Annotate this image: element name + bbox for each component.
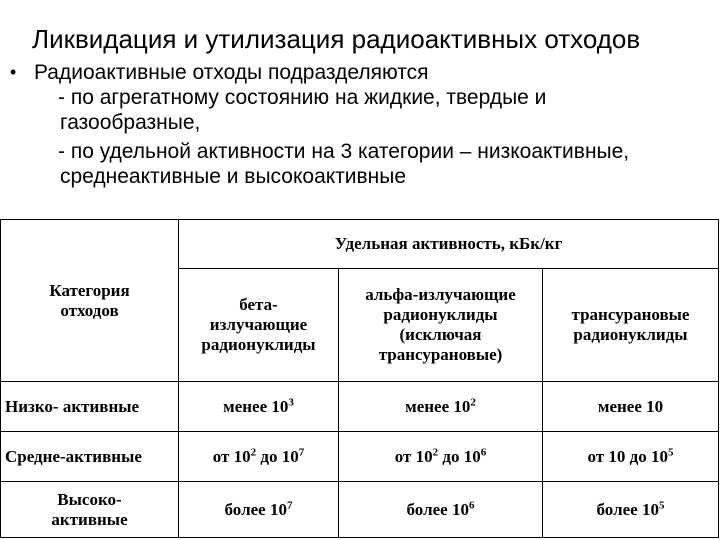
- value-text: менее 10: [597, 396, 664, 416]
- value-text: от 10 до 10: [587, 446, 668, 466]
- header-line: отходов: [60, 300, 119, 320]
- value-exponent: 6: [480, 445, 487, 458]
- beta-cell: [179, 382, 339, 432]
- value-exponent: 3: [288, 395, 294, 408]
- sub-item-line: среднеактивные и высокоактивные: [60, 165, 407, 188]
- bullet-list: [10, 60, 710, 189]
- alpha-cell: [339, 432, 543, 482]
- alpha-header: [339, 269, 543, 382]
- sub-item-line: - по агрегатному состоянию на жидкие, твердые и: [58, 86, 547, 109]
- value-text: менее 10: [405, 396, 471, 416]
- header-line: бета-: [239, 295, 278, 314]
- value-text: от 10: [212, 446, 251, 466]
- sub-item-line: - по удельной активности на 3 категории – низкоактивные,: [58, 140, 630, 163]
- header-line: излучающие: [209, 315, 308, 334]
- value-exponent: 2: [470, 395, 476, 408]
- sub-item-line: газообразные,: [60, 111, 201, 134]
- transuranic-cell: [543, 382, 719, 432]
- header-line: альфа-излучающие: [365, 285, 516, 304]
- value-text: от 10: [394, 446, 433, 466]
- alpha-cell: [339, 382, 543, 432]
- value-text: до 10: [438, 446, 481, 466]
- table-row: [1, 482, 719, 538]
- category-cell: Низко- активные: [1, 382, 179, 432]
- bullet-intro: Радиоактивные отходы подразделяются: [34, 61, 429, 84]
- category-line: активные: [51, 509, 128, 529]
- value-exponent: 7: [286, 498, 293, 511]
- beta-cell: [179, 432, 339, 482]
- value-exponent: 7: [298, 445, 305, 458]
- value-exponent: 2: [432, 445, 439, 458]
- value-exponent: 5: [667, 445, 674, 458]
- beta-cell: [179, 482, 339, 538]
- value-text: более 10: [406, 499, 469, 519]
- value-text: более 10: [596, 499, 659, 519]
- header-line: трансурановые: [571, 305, 690, 324]
- activity-table: [0, 219, 719, 538]
- table-row: [1, 432, 719, 482]
- activity-group-header: Удельная активность, кБк/кг: [179, 220, 719, 269]
- category-header: [1, 220, 179, 382]
- value-text: до 10: [256, 446, 299, 466]
- beta-header: [179, 269, 339, 382]
- header-line: радионуклиды: [383, 305, 498, 324]
- header-line: Категория: [49, 280, 130, 300]
- bullet-marker: •: [10, 62, 17, 82]
- table-header-row: [1, 220, 719, 269]
- value-exponent: 5: [658, 498, 665, 511]
- header-line: радионуклиды: [201, 335, 316, 354]
- slide-title: Ликвидация и утилизация радиоактивных отходов: [32, 24, 641, 54]
- sub-item-state: [58, 85, 710, 135]
- transuranic-header: [543, 269, 719, 382]
- header-line: трансурановые): [378, 345, 503, 364]
- value-exponent: 2: [250, 445, 257, 458]
- transuranic-cell: [543, 432, 719, 482]
- category-cell: [1, 482, 179, 538]
- transuranic-cell: [543, 482, 719, 538]
- value-text: более 10: [224, 499, 287, 519]
- value-text: менее 10: [223, 396, 289, 416]
- sub-item-activity: [58, 139, 710, 189]
- header-line: (исключая: [399, 325, 482, 344]
- category-line: Высоко-: [57, 489, 122, 509]
- bullet-text: [34, 60, 710, 189]
- category-cell: Средне-активные: [1, 432, 179, 482]
- alpha-cell: [339, 482, 543, 538]
- table-row: [1, 382, 719, 432]
- value-exponent: 6: [468, 498, 475, 511]
- header-line: радионуклиды: [573, 325, 688, 344]
- bullet-item: [10, 60, 710, 189]
